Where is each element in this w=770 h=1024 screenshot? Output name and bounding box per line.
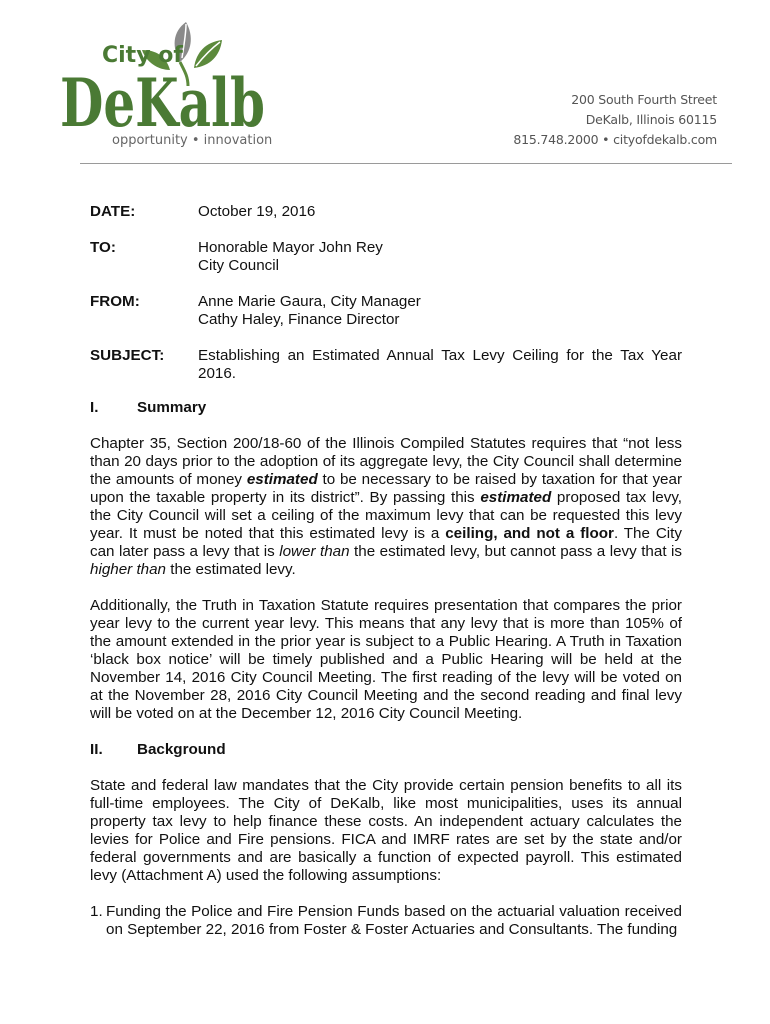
from-label: FROM: bbox=[90, 293, 140, 310]
memo-subject-row bbox=[90, 347, 682, 383]
from-senders bbox=[198, 293, 682, 329]
to-label: TO: bbox=[90, 239, 116, 256]
memo-body bbox=[90, 399, 682, 939]
city-of-dekalb-logo bbox=[60, 18, 290, 158]
section-heading-summary bbox=[90, 399, 682, 417]
date-value: October 19, 2016 bbox=[198, 203, 316, 220]
address-street: 200 South Fourth Street bbox=[571, 92, 717, 107]
list-item bbox=[90, 903, 682, 939]
memo-date-row bbox=[90, 203, 682, 221]
logo-dekalb-text: DeKalb bbox=[60, 64, 265, 142]
logo-tagline: opportunity • innovation bbox=[112, 133, 273, 148]
section-heading-background bbox=[90, 741, 682, 759]
summary-paragraph-1: Chapter 35, Section 200/18-60 of the Illinois Compiled Statutes requires that “not less than 20 days prior to the adoption of its aggregate levy, the City Council shall determine the amounts of money estimated to be necessary to be raised by taxation for that year upon the taxable property in its district”. By passing this estimated proposed tax levy, the City Council will set a ceiling of the maximum levy that can be requested this levy year. It must be noted that this estimated levy is a ceiling, and not a floor. The City can later pass a levy that is lower than the estimated levy, but cannot pass a levy that is higher than the estimated levy. bbox=[90, 435, 683, 578]
subject-value: Establishing an Estimated Annual Tax Levy Ceiling for the Tax Year 2016. bbox=[198, 347, 682, 382]
recipient-mayor: Honorable Mayor John Rey bbox=[198, 239, 383, 256]
memo-header bbox=[90, 203, 682, 383]
address-city: DeKalb, Illinois 60115 bbox=[585, 112, 717, 127]
subject-label: SUBJECT: bbox=[90, 347, 165, 364]
sender-finance-director: Cathy Haley, Finance Director bbox=[198, 311, 400, 328]
section-number: II. bbox=[90, 741, 103, 758]
recipient-council: City Council bbox=[198, 257, 280, 274]
summary-paragraph-2: Additionally, the Truth in Taxation Statute requires presentation that compares the prior year levy to the current year levy. This means that any levy that is more than 105% of the amount extended in the prior year is subject to a Public Hearing. A Truth in Taxation ‘black box notice’ will be timely published and a Public Hearing will be held at the November 14, 2016 City Council Meeting. The first reading of the levy will be voted on at the November 28, 2016 City Council Meeting and the second reading and final levy will be voted on at the December 12, 2016 City Council Meeting. bbox=[90, 597, 682, 722]
background-paragraph-1: State and federal law mandates that the City provide certain pension benefits to all its full-time employees. The City of DeKalb, like most municipalities, uses its annual property tax levy to help finance these costs. An independent actuary calculates the levies for Police and Fire pensions. FICA and IMRF rates are set by the state and/or federal governments and are basically a function of expected payroll. This estimated levy (Attachment A) used the following assumptions: bbox=[90, 777, 682, 884]
list-item-number: 1. bbox=[90, 903, 103, 920]
address-contact: 815.748.2000 • cityofdekalb.com bbox=[513, 132, 717, 147]
section-title: Background bbox=[137, 741, 226, 758]
header-divider bbox=[80, 163, 732, 164]
memo-to-row bbox=[90, 239, 682, 275]
date-label: DATE: bbox=[90, 203, 136, 220]
logo-city-of-text: City of bbox=[102, 43, 183, 68]
sender-city-manager: Anne Marie Gaura, City Manager bbox=[198, 293, 421, 310]
section-title: Summary bbox=[137, 399, 207, 416]
list-item-text: Funding the Police and Fire Pension Funds based on the actuarial valuation received on September 22, 2016 from Foster & Foster Actuaries and Consultants. The funding bbox=[106, 903, 682, 938]
section-number: I. bbox=[90, 399, 99, 416]
city-address bbox=[513, 90, 717, 150]
to-recipients bbox=[198, 239, 682, 275]
memo-from-row bbox=[90, 293, 682, 329]
